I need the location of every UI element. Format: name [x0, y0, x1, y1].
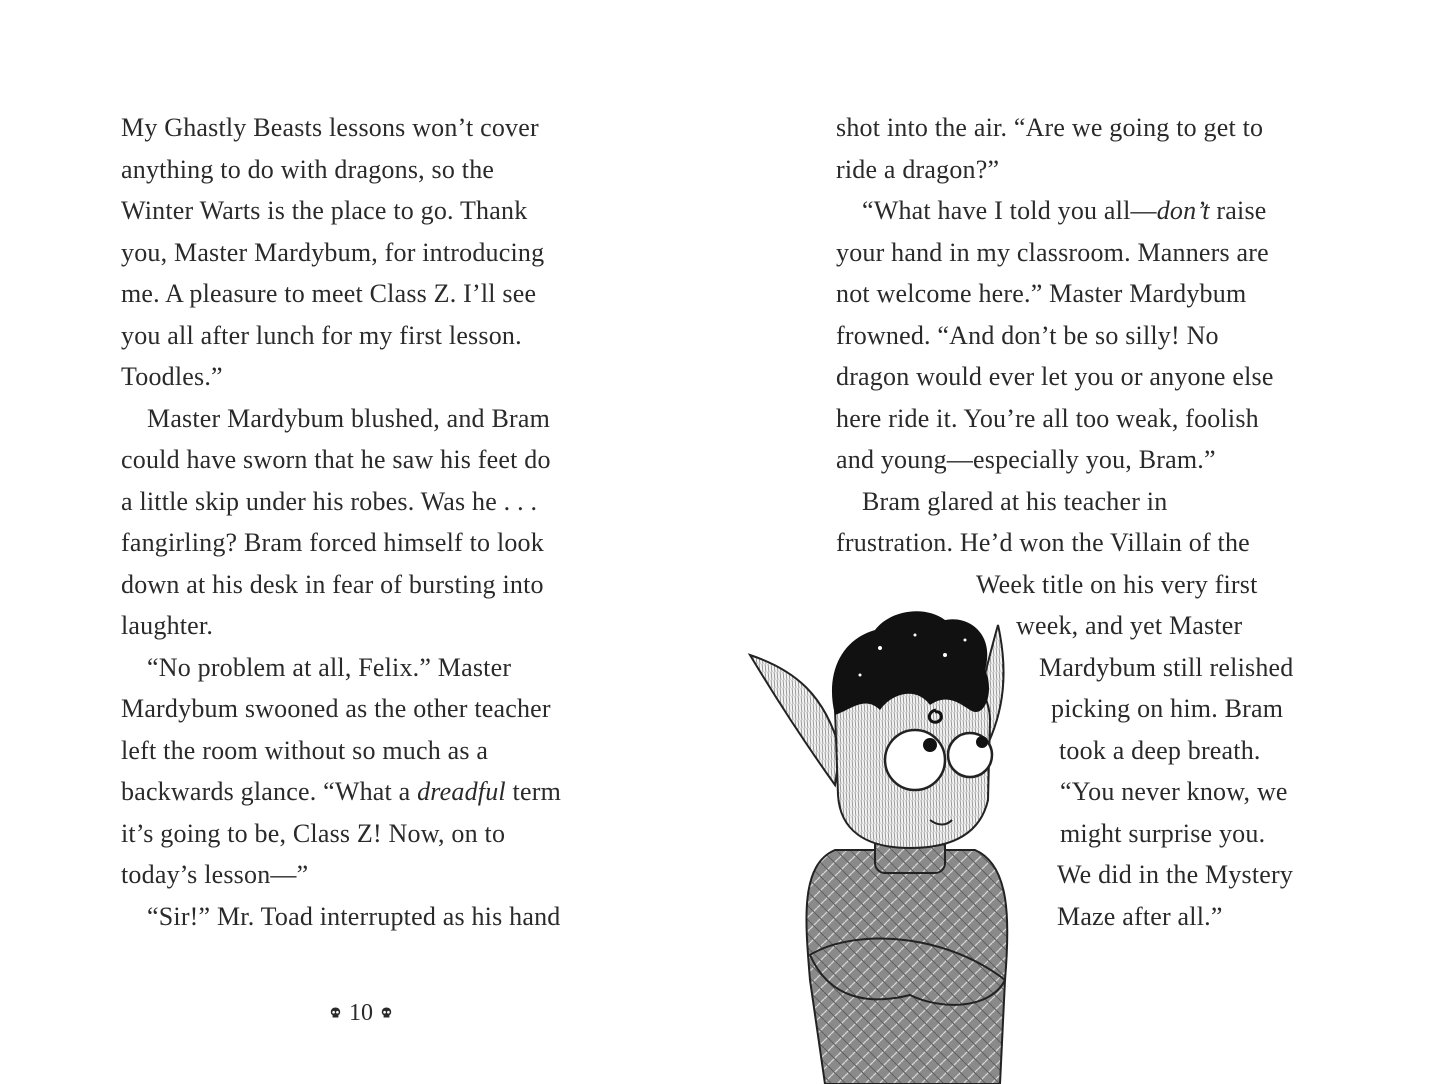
text-span: raise	[1209, 196, 1267, 225]
text-line: not welcome here.” Master Mardybum	[836, 279, 1247, 308]
character-illustration	[740, 600, 1040, 1084]
text-line: Mardybum swooned as the other teacher	[121, 694, 551, 723]
text-line: me. A pleasure to meet Class Z. I’ll see	[121, 279, 537, 308]
text-line: Master Mardybum blushed, and Bram	[147, 404, 551, 433]
text-span: term	[505, 777, 562, 806]
left-page	[0, 0, 722, 1084]
text-line: today’s lesson—”	[121, 860, 309, 889]
text-line: down at his desk in fear of bursting into	[121, 570, 544, 599]
text-line: My Ghastly Beasts lessons won’t cover	[121, 113, 539, 142]
text-line: could have sworn that he saw his feet do	[121, 445, 551, 474]
left-eye	[885, 730, 945, 790]
text-line: it’s going to be, Class Z! Now, on to	[121, 819, 506, 848]
text-line: “Sir!” Mr. Toad interrupted as his hand	[147, 902, 561, 931]
text-line: frustration. He’d won the Villain of the	[836, 528, 1250, 557]
text-line	[121, 771, 561, 813]
page-number	[330, 998, 392, 1028]
text-line: “No problem at all, Felix.” Master	[147, 653, 512, 682]
text-line: fangirling? Bram forced himself to look	[121, 528, 544, 557]
text-line: here ride it. You’re all too weak, foolish	[836, 404, 1259, 433]
text-line: Week title on his very first	[976, 570, 1258, 599]
text-line: ride a dragon?”	[836, 155, 1000, 184]
text-line: a little skip under his robes. Was he . . .	[121, 487, 538, 516]
text-line: laughter.	[121, 611, 214, 640]
text-line: you all after lunch for my first lesson.	[121, 321, 522, 350]
text-line: Bram glared at his teacher in	[862, 487, 1168, 516]
text-line: you, Master Mardybum, for introducing	[121, 238, 545, 267]
text-line: your hand in my classroom. Manners are	[836, 238, 1269, 267]
text-span: “What have I told you all—	[862, 196, 1157, 225]
text-line: Mardybum still relished	[1039, 653, 1294, 682]
text-line: took a deep breath.	[1059, 736, 1261, 765]
emphasis-text: don’t	[1156, 196, 1210, 225]
text-line: dragon would ever let you or anyone else	[836, 362, 1274, 391]
text-line: left the room without so much as a	[121, 736, 489, 765]
text-line: shot into the air. “Are we going to get to	[836, 113, 1264, 142]
text-line: picking on him. Bram	[1051, 694, 1284, 723]
text-span: backwards glance. “What a	[121, 777, 418, 806]
text-line: “You never know, we	[1060, 777, 1288, 806]
text-line: Maze after all.”	[1057, 902, 1223, 931]
text-line: We did in the Mystery	[1057, 860, 1294, 889]
text-line: might surprise you.	[1060, 819, 1266, 848]
emphasis-text: dreadful	[417, 777, 506, 806]
text-line: and young—especially you, Bram.”	[836, 445, 1216, 474]
text-line: week, and yet Master	[1016, 611, 1243, 640]
left-ear	[750, 655, 840, 785]
text-line: Winter Warts is the place to go. Thank	[121, 196, 528, 225]
skull-icon	[381, 1007, 392, 1019]
page-number-text: 10	[349, 999, 373, 1026]
text-line: frowned. “And don’t be so silly! No	[836, 321, 1219, 350]
skull-icon	[330, 1007, 341, 1019]
text-line: anything to do with dragons, so the	[121, 155, 495, 184]
text-line: Toodles.”	[121, 362, 223, 391]
text-line	[862, 190, 1267, 232]
